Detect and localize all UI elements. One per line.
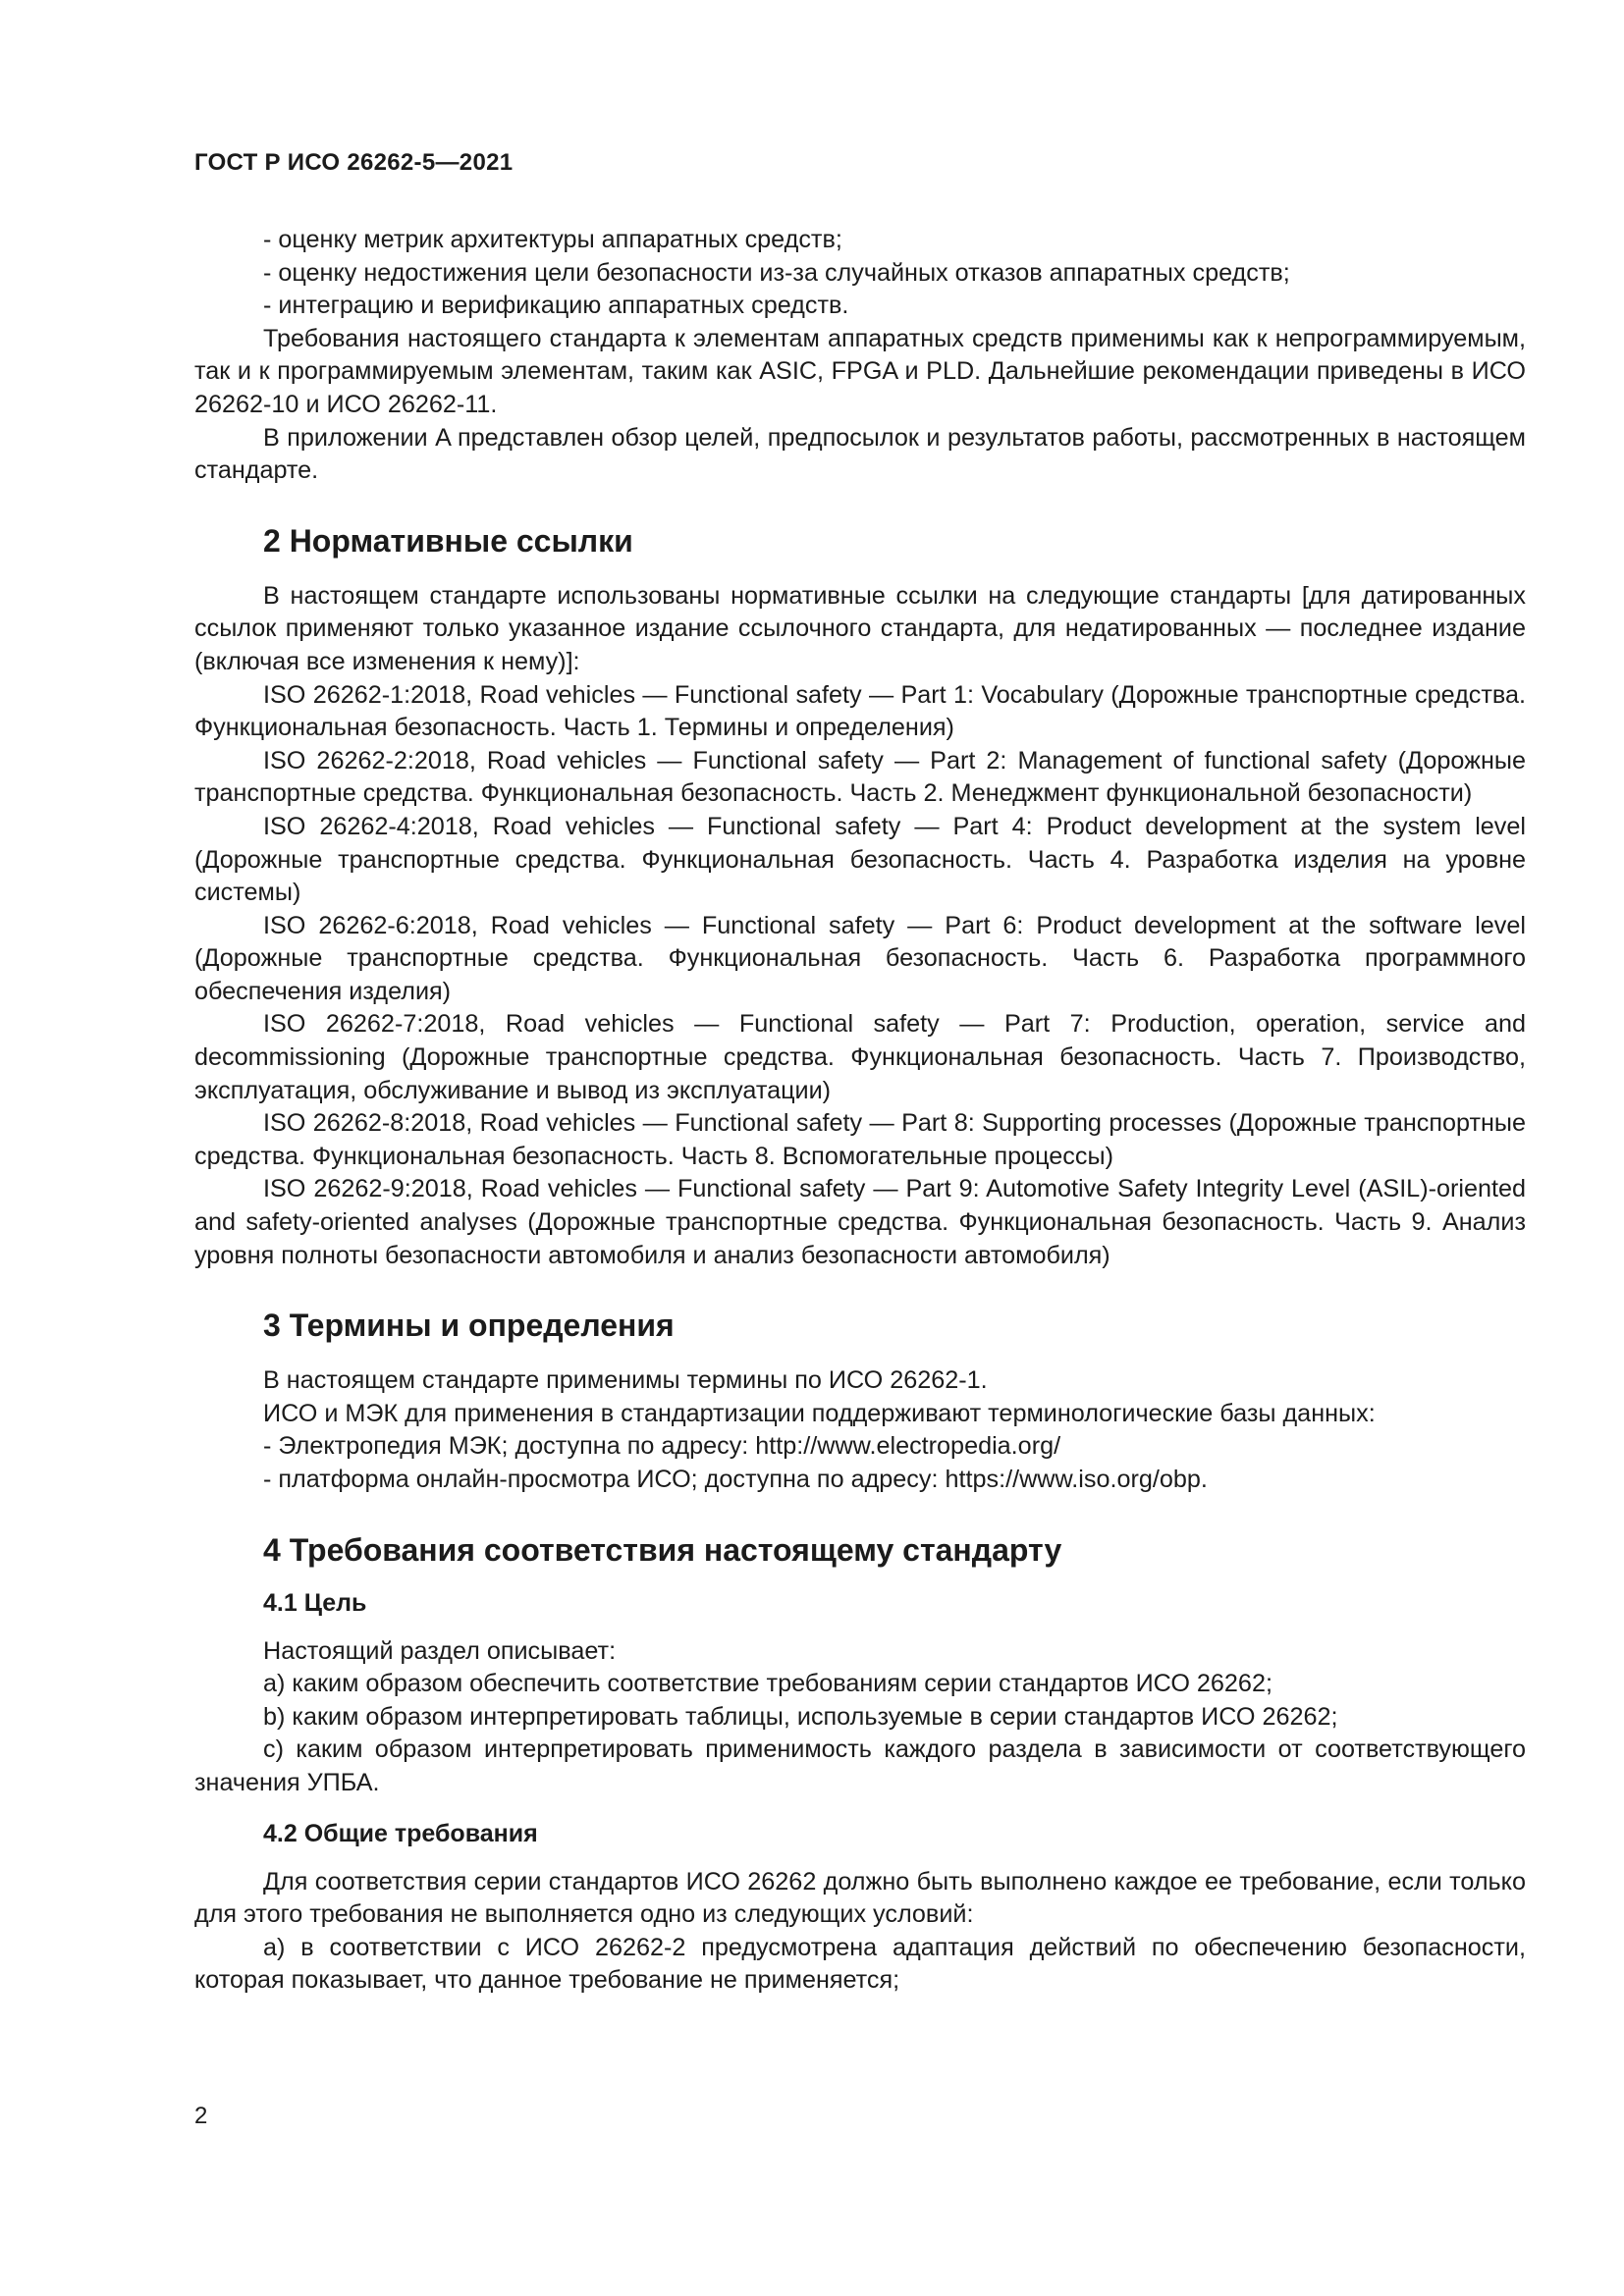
subsection-4-1-heading: 4.1 Цель <box>263 1588 367 1617</box>
subsection-4-1-item: a) каким образом обеспечить соответствие требованиям серии стандартов ИСО 26262; <box>263 1670 1272 1698</box>
normative-reference: ISO 26262-7:2018, Road vehicles — Functional safety — Part 7: Production, operation, service and decommissioning (Дорожные транспортные средства. Функциональная безопасность. Часть 7. Производство, эксплуатация, обслуживание и вывод из эксплуатации) <box>194 1010 1526 1104</box>
intro-paragraph: В приложении A представлен обзор целей, предпосылок и результатов работы, рассмотренных в настоящем стандарте. <box>194 423 1526 485</box>
section-3-heading: 3 Термины и определения <box>263 1308 675 1344</box>
subsection-4-2-item: a) в соответствии с ИСО 26262-2 предусмотрена адаптация действий по обеспечению безопасности, которая показывает, что данное требование не применяется; <box>194 1933 1526 1995</box>
normative-reference: ISO 26262-9:2018, Road vehicles — Functional safety — Part 9: Automotive Safety Integrity Level (ASIL)-oriented and safety-oriented analyses (Дорожные транспортные средства. Функциональная безопасность. Часть 9. Анализ уровня полноты безопасности автомобиля и анализ безопасности автомобиля) <box>194 1175 1526 1269</box>
subsection-4-2-paragraph: Для соответствия серии стандартов ИСО 26262 должно быть выполнено каждое ее требование, если только для этого требования не выполняется одно из следующих условий: <box>194 1867 1526 1929</box>
section-2-heading: 2 Нормативные ссылки <box>263 522 633 559</box>
subsection-4-1-item: c) каким образом интерпретировать применимость каждого раздела в зависимости от соответствующего значения УПБА. <box>194 1735 1526 1796</box>
normative-reference: ISO 26262-1:2018, Road vehicles — Functional safety — Part 1: Vocabulary (Дорожные транспортные средства. Функциональная безопасность. Часть 1. Термины и определения) <box>194 680 1526 742</box>
subsection-4-1-intro: Настоящий раздел описывает: <box>263 1636 617 1665</box>
section-3-link-line: - платформа онлайн-просмотра ИСО; доступна по адресу: https://www.iso.org/obp. <box>263 1466 1208 1493</box>
intro-list-item: - интеграцию и верификацию аппаратных средств. <box>263 292 849 320</box>
intro-list-item: - оценку недостижения цели безопасности из-за случайных отказов аппаратных средств; <box>263 258 1290 287</box>
document-header-code: ГОСТ Р ИСО 26262-5—2021 <box>194 149 514 176</box>
section-3-line: В настоящем стандарте применимы термины по ИСО 26262-1. <box>263 1366 988 1395</box>
intro-list-item: - оценку метрик архитектуры аппаратных средств; <box>263 226 842 253</box>
subsection-4-1-item: b) каким образом интерпретировать таблицы, используемые в серии стандартов ИСО 26262; <box>263 1702 1338 1731</box>
normative-reference: ISO 26262-2:2018, Road vehicles — Functional safety — Part 2: Management of functional safety (Дорожные транспортные средства. Функциональная безопасность. Часть 2. Менеджмент функциональной безопасности) <box>194 746 1526 808</box>
section-3-line: ИСО и МЭК для применения в стандартизации поддерживают терминологические базы данных: <box>263 1399 1376 1427</box>
subsection-4-2-heading: 4.2 Общие требования <box>263 1819 538 1847</box>
section-3-link-line: - Электропедия МЭК; доступна по адресу: http://www.electropedia.org/ <box>263 1432 1061 1461</box>
page-number: 2 <box>194 2103 208 2129</box>
section-4-heading: 4 Требования соответствия настоящему стандарту <box>263 1531 1062 1568</box>
intro-paragraph: Требования настоящего стандарта к элементам аппаратных средств применимы как к непрограммируемым, так и к программируемым элементам, таким как ASIC, FPGA и PLD. Дальнейшие рекомендации приведены в ИСО 26262-10 и ИСО 26262-11. <box>194 324 1526 418</box>
section-2-intro: В настоящем стандарте использованы нормативные ссылки на следующие стандарты [для датированных ссылок применяют только указанное издание ссылочного стандарта, для недатированных — последнее издание (включая все изменения к нему)]: <box>194 581 1526 675</box>
document-body <box>194 224 1526 1998</box>
normative-reference: ISO 26262-4:2018, Road vehicles — Functional safety — Part 4: Product development at the system level (Дорожные транспортные средства. Функциональная безопасность. Часть 4. Разработка изделия на уровне системы) <box>194 812 1526 907</box>
normative-reference: ISO 26262-6:2018, Road vehicles — Functional safety — Part 6: Product development at the software level (Дорожные транспортные средства. Функциональная безопасность. Часть 6. Разработка программного обеспечения изделия) <box>194 911 1526 1005</box>
normative-reference: ISO 26262-8:2018, Road vehicles — Functional safety — Part 8: Supporting processes (Дорожные транспортные средства. Функциональная безопасность. Часть 8. Вспомогательные процессы) <box>194 1109 1526 1170</box>
